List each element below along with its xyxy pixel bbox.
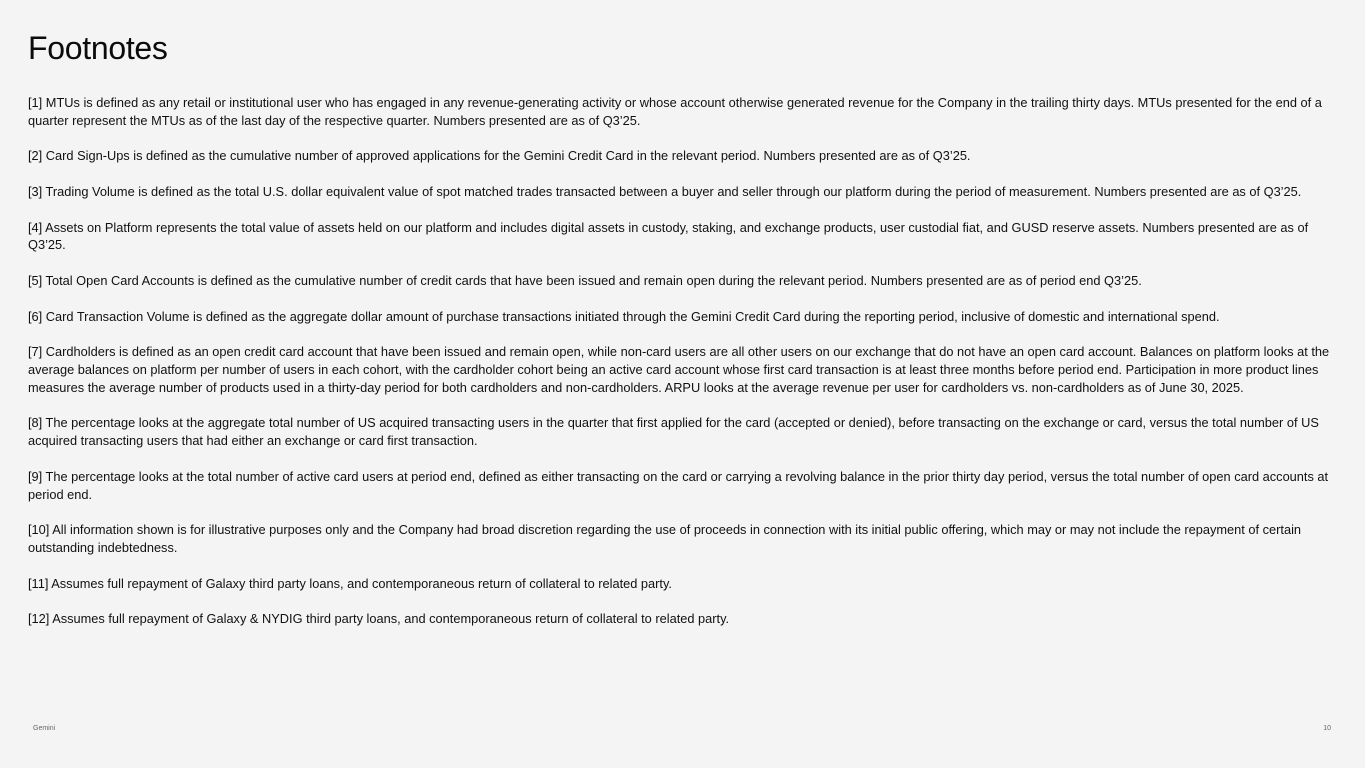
footnote-4: [4] Assets on Platform represents the total value of assets held on our platform and includes digital assets in custody, staking, and exchange products, user custodial fiat, and GUSD reserve assets. Numbers presented are as of Q3’25.	[28, 219, 1309, 253]
footnote-5: [5] Total Open Card Accounts is defined as the cumulative number of credit cards that have been issued and remain open during the relevant period. Numbers presented are as of period end Q3’25.	[28, 272, 1142, 288]
footnote-3: [3] Trading Volume is defined as the total U.S. dollar equivalent value of spot matched trades transacted between a buyer and seller through our platform during the period of measurement. Numbers presented are as of Q3’25.	[28, 183, 1302, 199]
footnote-6: [6] Card Transaction Volume is defined as the aggregate dollar amount of purchase transactions initiated through the Gemini Credit Card during the reporting period, inclusive of domestic and international spend.	[28, 308, 1220, 324]
footnote-9: [9] The percentage looks at the total number of active card users at period end, defined as either transacting on the card or carrying a revolving balance in the prior thirty day period, versus the total number of open card accounts at period end.	[28, 468, 1329, 502]
footer-brand: Gemini	[33, 725, 56, 732]
page-number: 10	[1323, 725, 1331, 732]
page-title: Footnotes	[28, 30, 168, 66]
footnote-8: [8] The percentage looks at the aggregate total number of US acquired transacting users in the quarter that first applied for the card (accepted or denied), before transacting on the exchange or card, versus the total number of US acquired transacting users that had either an exchange or card first transaction.	[28, 415, 1319, 449]
footnote-7: [7] Cardholders is defined as an open credit card account that have been issued and remain open, while non-card users are all other users on our exchange that do not have an open card account. Balances on platform looks at the average balances on platform per number of users in each cohort, with the cardholder cohort being an active card account whose first card transaction is at least three months before period end. Participation in more product lines measures the average number of products used in a thirty-day period for both cardholders and non-cardholders. ARPU looks at the average revenue per user for cardholders vs. non-cardholders as of June 30, 2025.	[28, 344, 1330, 395]
footnote-1: [1] MTUs is defined as any retail or institutional user who has engaged in any revenue-generating activity or whose account otherwise generated revenue for the Company in the trailing thirty days. MTUs presented for the end of a quarter represent the MTUs as of the last day of the respective quarter. Numbers presented are as of Q3’25.	[28, 95, 1322, 128]
footnote-2: [2] Card Sign-Ups is defined as the cumulative number of approved applications for the Gemini Credit Card in the relevant period. Numbers presented are as of Q3’25.	[28, 148, 971, 164]
footnote-11: [11] Assumes full repayment of Galaxy third party loans, and contemporaneous return of collateral to related party.	[28, 575, 672, 591]
footnote-12: [12] Assumes full repayment of Galaxy & NYDIG third party loans, and contemporaneous return of collateral to related party.	[28, 611, 730, 627]
footnote-10: [10] All information shown is for illustrative purposes only and the Company had broad discretion regarding the use of proceeds in connection with its initial public offering, which may or may not include the repayment of certain outstanding indebtedness.	[28, 522, 1302, 555]
footnotes-list	[28, 94, 1338, 646]
